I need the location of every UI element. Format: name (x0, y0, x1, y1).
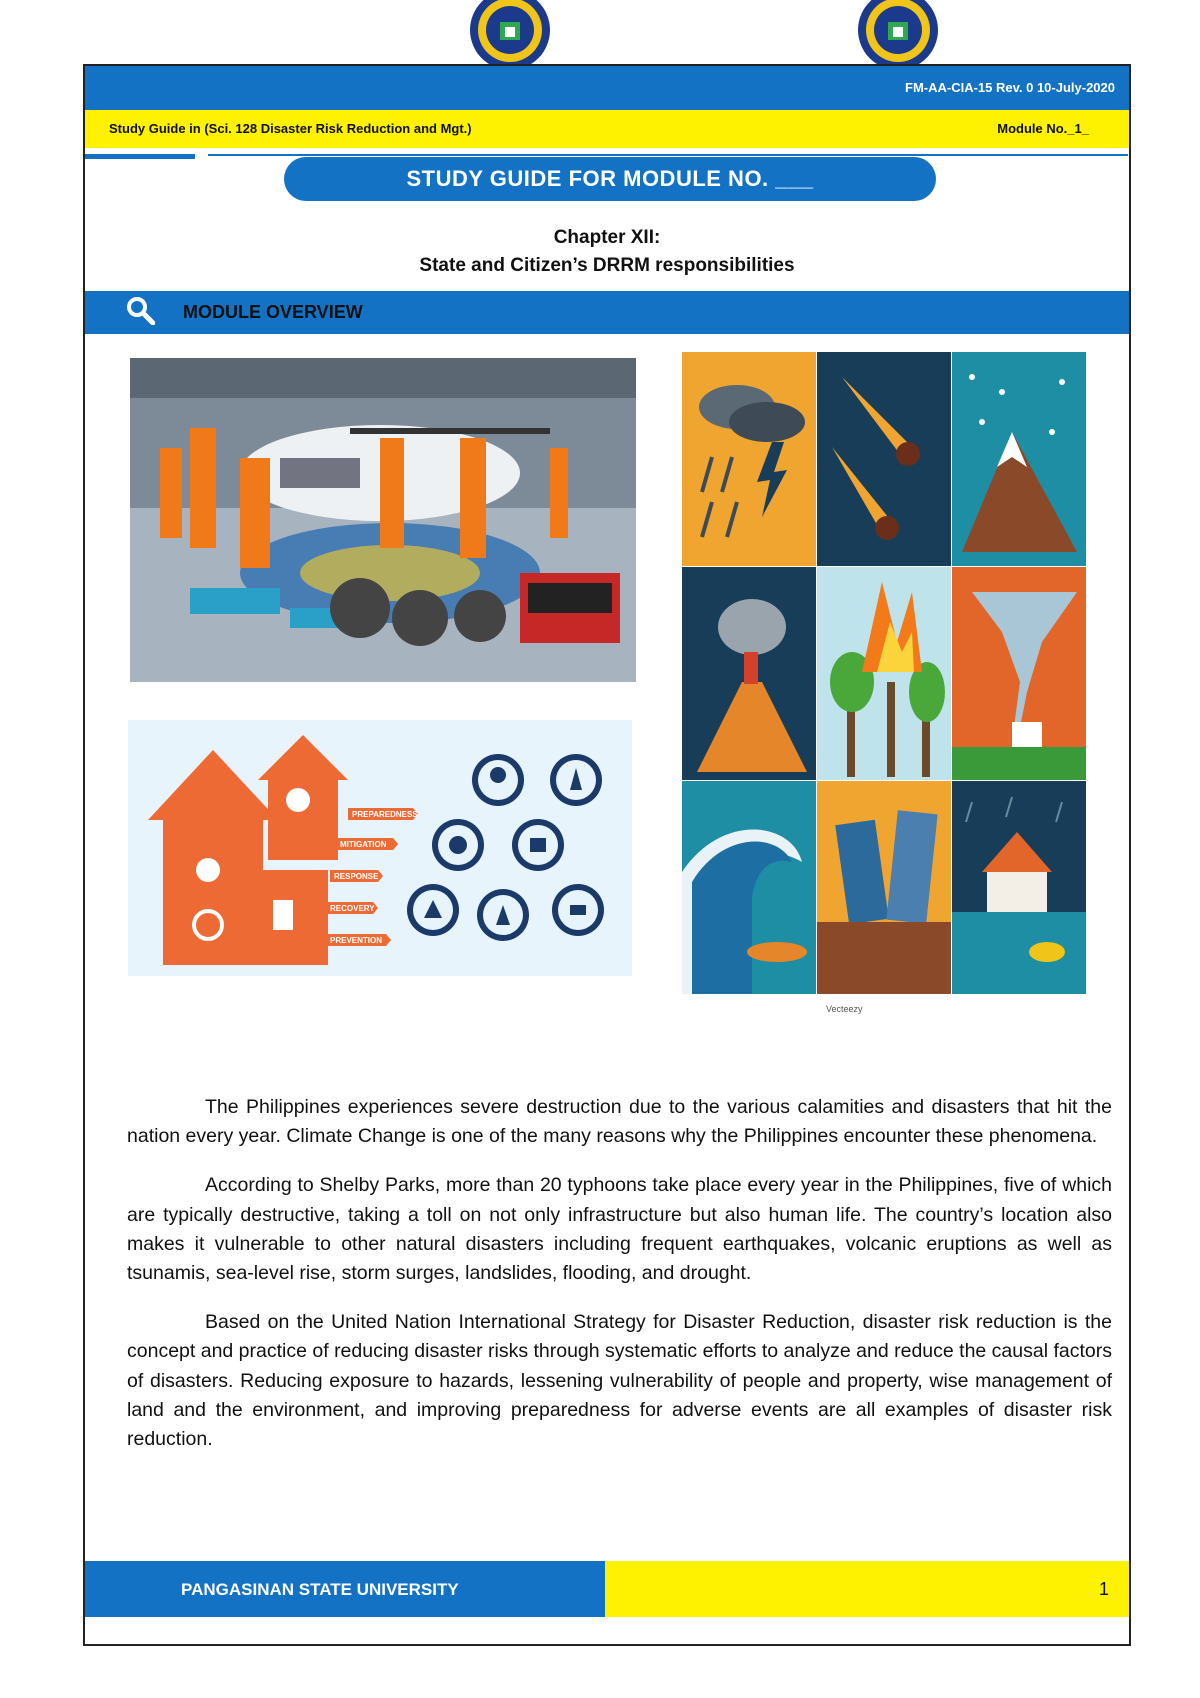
form-code: FM-AA-CIA-15 Rev. 0 10-July-2020 (905, 80, 1115, 95)
module-number: Module No._1_ (997, 121, 1089, 136)
page-number: 1 (1098, 1579, 1109, 1599)
natural-disasters-illustration (682, 352, 1086, 994)
divider (85, 331, 1129, 334)
image-credit: Vecteezy (826, 1004, 863, 1014)
module-overview-bar (85, 291, 1129, 331)
magnifier-icon (125, 295, 155, 325)
drrm-cycle-infographic (128, 720, 632, 976)
section-title: MODULE OVERVIEW (183, 302, 363, 322)
infographic-label-prevention: PREVENTION (330, 936, 383, 945)
university-name: PANGASINAN STATE UNIVERSITY (181, 1580, 459, 1599)
chapter-number: Chapter XII: (553, 227, 661, 248)
divider (85, 154, 195, 159)
chapter-title: State and Citizen’s DRRM responsibilities (419, 255, 795, 276)
university-seal-right (848, 0, 948, 72)
header-bar (85, 66, 1129, 110)
footer-university-bar (85, 1561, 605, 1617)
footer-page-bar (605, 1561, 1129, 1617)
infographic-label-response: RESPONSE (334, 872, 379, 881)
chapter-heading (85, 224, 1129, 280)
paragraph: The Philippines experiences severe destruction due to the various calamities and disasters that hit the nation every year. Climate Change is one of the many reasons why the Philippines encounter these phenomena. (127, 1096, 1112, 1148)
module-banner: STUDY GUIDE FOR MODULE NO. ___ (284, 157, 936, 201)
infographic-label-mitigation: MITIGATION (340, 840, 387, 849)
paragraph: Based on the United Nation International Strategy for Disaster Reduction, disaster risk reduction is the concept and practice of reducing disaster risks through systematic efforts to analyze and reduce the causal factors of disasters. Reducing exposure to hazards, lessening vulnerability of people and property, wise management of land and the environment, and improving preparedness for adverse events are all examples of disaster risk reduction. (127, 1311, 1112, 1451)
rescue-team-photo (130, 358, 636, 682)
paragraph: According to Shelby Parks, more than 20 typhoons take place every year in the Philippines, five of which are typically destructive, taking a toll on not only infrastructure but also human life. The country’s location also makes it vulnerable to other natural disasters including frequent earthquakes, volcanic eruptions as well as tsunamis, sea-level rise, storm surges, landslides, flooding, and drought. (127, 1174, 1112, 1285)
study-guide-label: Study Guide in (Sci. 128 Disaster Risk Reduction and Mgt.) (109, 121, 472, 136)
infographic-label-preparedness: PREPAREDNESS (352, 810, 418, 819)
divider (208, 154, 1128, 156)
university-seal-left (460, 0, 560, 72)
infographic-label-recovery: RECOVERY (330, 904, 375, 913)
overview-body (127, 1093, 1112, 1474)
course-bar (85, 110, 1129, 148)
